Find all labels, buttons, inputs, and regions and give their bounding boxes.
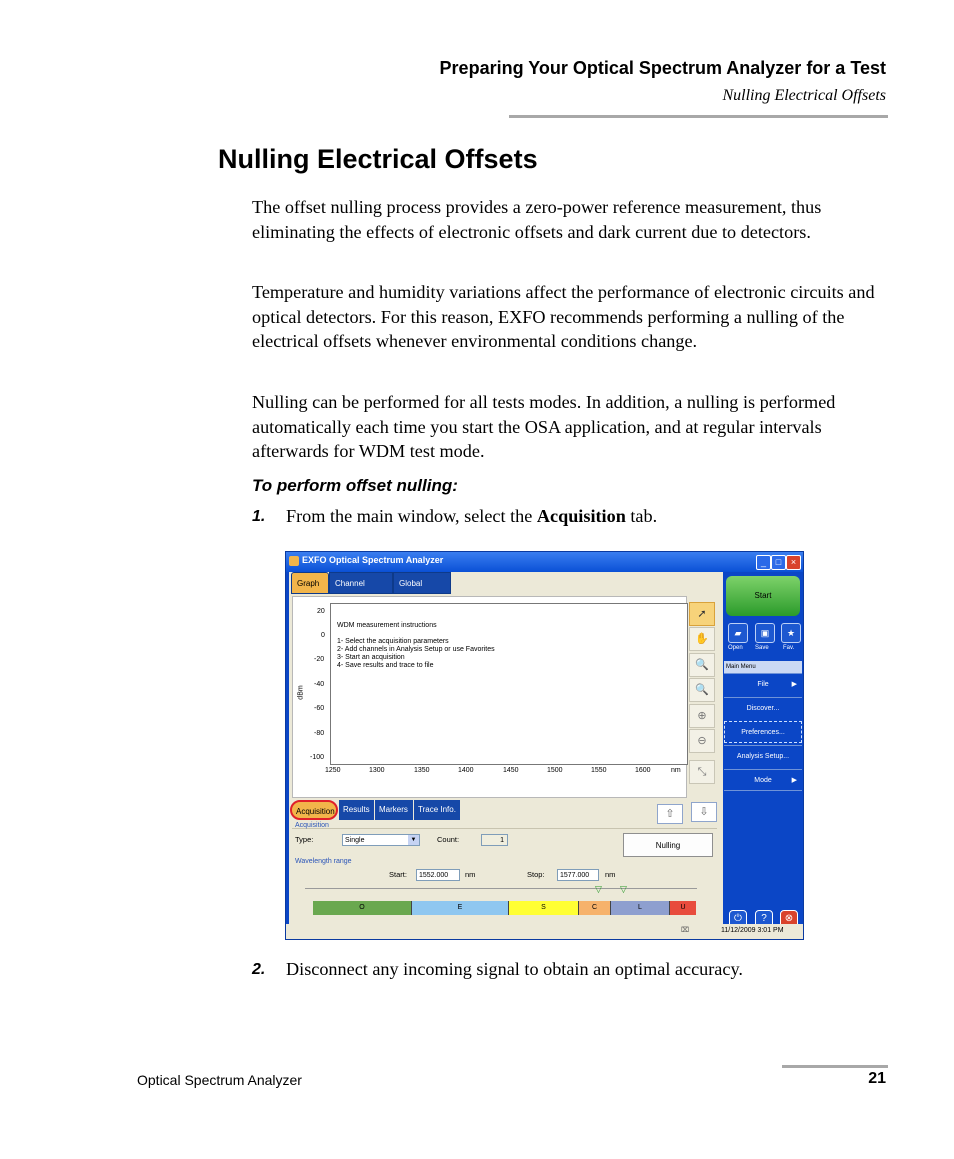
x-tick: 1300: [369, 767, 385, 774]
help-icon[interactable]: ?: [755, 910, 773, 928]
band-l: L: [611, 901, 670, 915]
band-o: O: [313, 901, 412, 915]
x-tick: 1500: [547, 767, 563, 774]
menu-item-preferences[interactable]: Preferences...: [724, 721, 802, 743]
tab-trace-info[interactable]: Trace Info.: [414, 800, 460, 820]
right-panel: [723, 572, 801, 934]
y-tick: -100: [310, 754, 325, 761]
pan-hand-icon[interactable]: ✋: [689, 627, 715, 651]
tab-channel-results[interactable]: Channel: [329, 572, 393, 594]
status-time: 11/12/2009 3:01 PM: [721, 927, 784, 934]
menu-item-discover[interactable]: Discover...: [724, 697, 802, 719]
start-button[interactable]: Start: [726, 576, 800, 616]
paragraph-2: Temperature and humidity variations affect the performance of electronic circuits and optical detectors. For this reason, EXFO recommends performing a nulling of the electrical offsets whenever environmental conditions change.: [252, 282, 875, 351]
instruction-line: 2- Add channels in Analysis Setup or use Favorites: [337, 646, 495, 653]
y-tick: -40: [314, 681, 325, 688]
pointer-icon[interactable]: ➚: [689, 602, 715, 626]
stop-wavelength-label: Stop:: [527, 870, 545, 879]
instruction-line: 3- Start an acquisition: [337, 654, 405, 661]
instruction-line: 1- Select the acquisition parameters: [337, 638, 449, 645]
window-title: EXFO Optical Spectrum Analyzer: [302, 555, 444, 565]
start-wavelength-label: Start:: [389, 870, 407, 879]
tab-acquisition[interactable]: Acquisition: [290, 800, 338, 820]
page-number: 21: [868, 1070, 886, 1087]
arrow-up-icon[interactable]: ⇧: [657, 804, 683, 824]
y-tick: 20: [317, 608, 325, 615]
tab-graph[interactable]: Graph: [291, 572, 329, 594]
band-e: E: [412, 901, 509, 915]
type-select[interactable]: [342, 834, 420, 846]
step-2-number: 2.: [252, 961, 266, 978]
tab-global-results[interactable]: Global: [393, 572, 451, 594]
arrow-down-icon[interactable]: ⇩: [691, 802, 717, 822]
step-1-pre: From the main window, select the: [286, 506, 537, 526]
instruction-line: 4- Save results and trace to file: [337, 662, 434, 669]
power-icon[interactable]: ⏻: [729, 910, 747, 928]
chevron-right-icon: ▶: [791, 777, 797, 784]
start-wavelength-field[interactable]: 1552.000: [416, 869, 460, 881]
running-header-title: Preparing Your Optical Spectrum Analyzer for a Test: [439, 58, 886, 78]
spectrum-graph: [292, 596, 687, 798]
section-heading: Nulling Electrical Offsets: [218, 144, 538, 174]
main-menu-header: Main Menu: [724, 661, 802, 673]
footer-title: Optical Spectrum Analyzer: [137, 1072, 302, 1088]
minimize-icon[interactable]: _: [756, 555, 771, 570]
app-icon: [289, 556, 299, 566]
save-label: Save: [755, 645, 769, 651]
close-icon[interactable]: ×: [786, 555, 801, 570]
running-header-subtitle: Nulling Electrical Offsets: [722, 87, 886, 104]
band-u: U: [670, 901, 696, 915]
save-disk-icon[interactable]: ▣: [755, 623, 775, 643]
chevron-down-icon: ▼: [408, 835, 419, 845]
procedure-title: To perform offset nulling:: [252, 476, 458, 495]
app-client-area: [289, 572, 801, 934]
start-slider-handle-icon[interactable]: ▽: [595, 884, 602, 894]
header-rule: [509, 115, 888, 118]
stop-slider-handle-icon[interactable]: ▽: [620, 884, 627, 894]
window-titlebar: [286, 552, 803, 572]
type-select-value: Single: [345, 837, 365, 844]
open-label: Open: [728, 645, 743, 651]
x-tick: 1450: [503, 767, 519, 774]
type-label: Type:: [295, 835, 314, 844]
graph-toolbar: [687, 596, 719, 796]
full-scale-icon[interactable]: ⤡: [689, 760, 715, 784]
tab-markers[interactable]: Markers: [375, 800, 413, 820]
chevron-right-icon: ▶: [791, 681, 797, 688]
wavelength-group-label: Wavelength range: [295, 858, 352, 865]
zoom-fit-icon[interactable]: 🔍: [689, 678, 715, 702]
count-field[interactable]: 1: [481, 834, 508, 846]
fav-label: Fav.: [783, 645, 795, 651]
count-label: Count:: [437, 835, 460, 844]
paragraph-1: The offset nulling process provides a zero-power reference measurement, thus eliminating the effects of electronic offsets and dark current due to detectors.: [252, 197, 822, 242]
menu-item-file[interactable]: [724, 673, 802, 695]
y-axis-label: dBm: [297, 685, 305, 700]
favorites-star-icon[interactable]: ★: [781, 623, 801, 643]
app-screenshot: [285, 551, 804, 940]
zoom-in-icon[interactable]: ⊕: [689, 704, 715, 728]
start-unit: nm: [465, 870, 476, 879]
maximize-icon[interactable]: □: [771, 555, 786, 570]
step-2-text: Disconnect any incoming signal to obtain an optimal accuracy.: [286, 959, 743, 979]
plot-area[interactable]: [330, 603, 688, 765]
status-bar: [286, 924, 803, 939]
menu-item-mode[interactable]: [724, 769, 802, 791]
x-tick: 1550: [591, 767, 607, 774]
menu-item-file-label: File: [757, 681, 769, 688]
step-1-bold: Acquisition: [536, 506, 626, 526]
y-tick: -20: [314, 656, 325, 663]
step-1-text: [286, 506, 657, 527]
acquisition-group-label: Acquisition: [295, 822, 329, 829]
zoom-out-icon[interactable]: ⊖: [689, 729, 715, 753]
stop-wavelength-field[interactable]: 1577.000: [557, 869, 599, 881]
tab-results[interactable]: Results: [339, 800, 374, 820]
x-unit: nm: [671, 767, 681, 774]
panel-divider: [292, 828, 717, 829]
paragraph-3: Nulling can be performed for all tests modes. In addition, a nulling is performed automatically each time you start the OSA application, and at regular intervals afterwards for WDM test mode.: [252, 392, 836, 461]
x-tick: 1350: [414, 767, 430, 774]
keyboard-icon: ⌧: [681, 927, 690, 934]
bottom-panel: [289, 800, 721, 930]
x-tick: 1600: [635, 767, 651, 774]
x-tick: 1400: [458, 767, 474, 774]
open-folder-icon[interactable]: ▰: [728, 623, 748, 643]
nulling-button[interactable]: Nulling: [623, 833, 713, 857]
zoom-area-icon[interactable]: 🔍: [689, 653, 715, 677]
step-1-number: 1.: [252, 508, 266, 525]
band-s: S: [509, 901, 579, 915]
step-1-post: tab.: [625, 506, 658, 526]
menu-item-mode-label: Mode: [754, 777, 772, 784]
instruction-title: WDM measurement instructions: [337, 622, 437, 629]
y-tick: 0: [321, 632, 325, 639]
footer-rule: [782, 1065, 888, 1068]
exit-icon[interactable]: ⊗: [780, 910, 798, 928]
stop-unit: nm: [605, 870, 616, 879]
menu-item-analysis-setup[interactable]: Analysis Setup...: [724, 745, 802, 767]
range-slider-track[interactable]: [305, 888, 697, 889]
y-tick: -60: [314, 705, 325, 712]
x-tick: 1250: [325, 767, 341, 774]
band-c: C: [579, 901, 611, 915]
y-tick: -80: [314, 730, 325, 737]
